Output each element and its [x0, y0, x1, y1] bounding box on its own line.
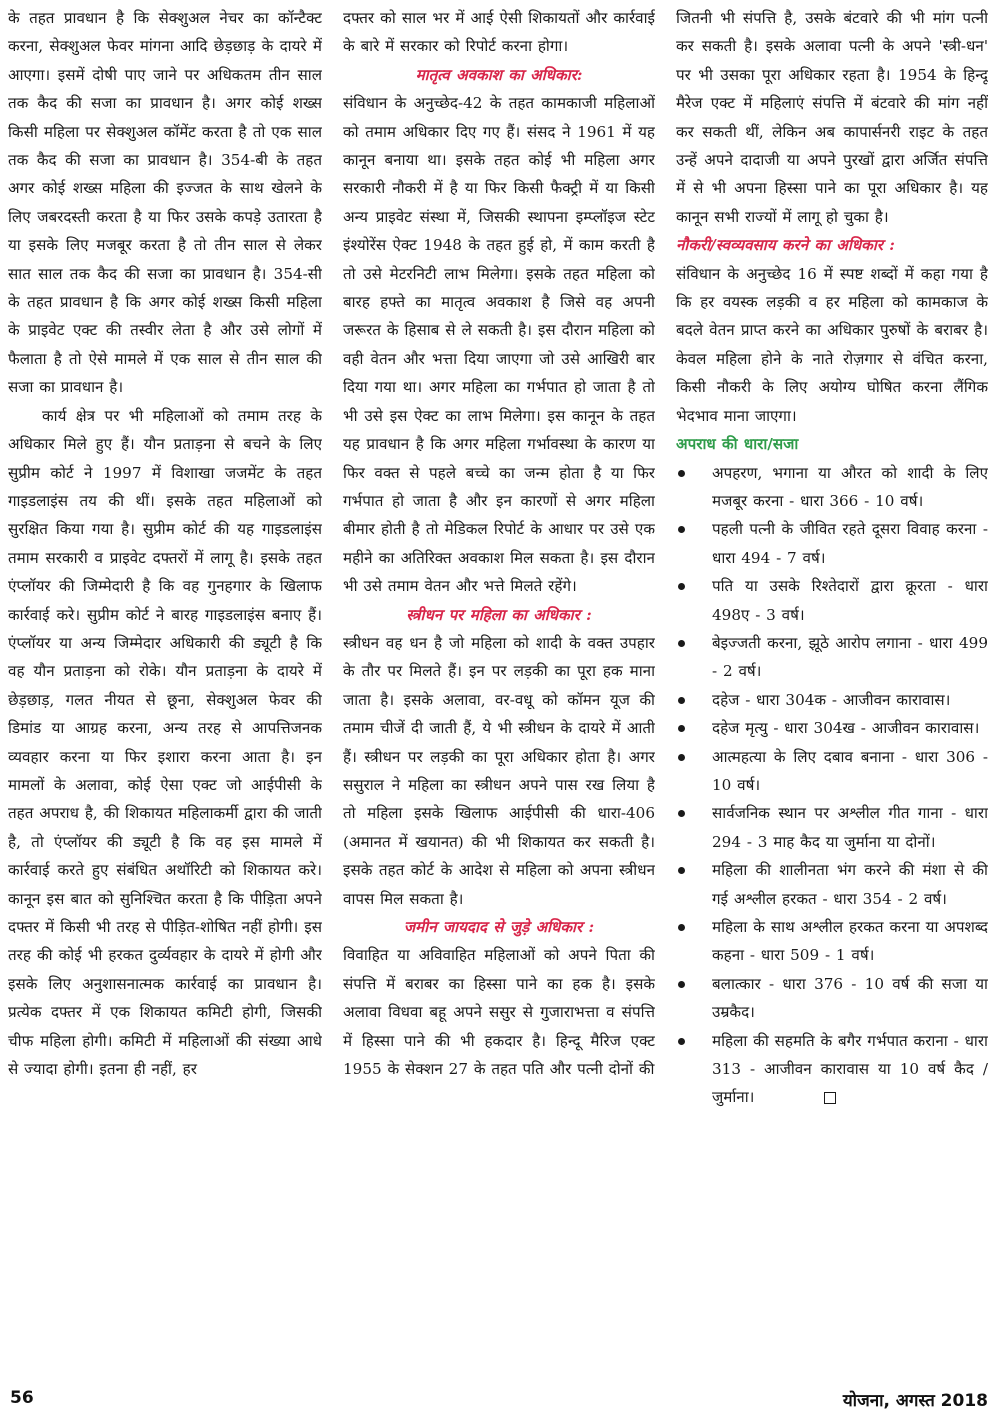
paragraph: दफ्तर को साल भर में आई ऐसी शिकायतों और कार्रवाई के बारे में सरकार को रिपोर्ट करना होगा। — [343, 9, 655, 56]
bullet-icon — [678, 697, 685, 704]
list-item: महिला के साथ अश्लील हरकत करना या अपशब्द कहना - धारा 509 - 1 वर्ष। — [676, 913, 988, 970]
end-of-article-icon — [824, 1092, 836, 1104]
column-left — [8, 4, 322, 1356]
bullet-icon — [678, 1038, 685, 1045]
paragraph: जितनी भी संपत्ति है, उसके बंटवारे की भी मांग पत्नी कर सकती है। इसके अलावा पत्नी के अपने 'स्त्री-धन' पर भी उसका पूरा अधिकार रहता है। 1954 के हिन्दू मैरेज एक्ट में महिलाएं संपत्ति में बंटवारे की मांग नहीं कर सकती थीं, लेकिन अब कापार्सनरी राइट के तहत उन्हें अपने दादाजी या अपने पुरखों द्वारा अर्जित संपत्ति में से भी अपना हिस्सा पाने का पूरा अधिकार है। यह कानून सभी राज्यों में लागू हो चुका है। — [676, 9, 988, 226]
bullet-icon — [678, 924, 685, 931]
section-heading-property-rights: जमीन जायदाद से जुड़े अधिकार : — [403, 918, 595, 936]
paragraph: विवाहित या अविवाहित महिलाओं को अपने पिता की संपत्ति में बराबर का हिस्सा पाने का हक है। इसके अलावा विधवा बहू अपने ससुर से गुजाराभत्ता व संपत्ति में हिस्सा पाने की भी हकदार है। हिन्दू मैरिज एक्ट 1955 के सेक्शन 27 के तहत पति और पत्नी दोनों की — [343, 946, 655, 1079]
bullet-icon — [678, 981, 685, 988]
section-heading-stridhan: स्त्रीधन पर महिला का अधिकार : — [406, 605, 592, 624]
section-heading-employment-rights: नौकरी/स्वव्यवसाय करने का अधिकार : — [676, 236, 895, 255]
list-item: बेइज्जती करना, झूठे आरोप लगाना - धारा 499 - 2 वर्ष। — [676, 629, 988, 686]
paragraph: स्त्रीधन वह धन है जो महिला को शादी के वक्त उपहार के तौर पर मिलते हैं। इन पर लड़की का पूरा हक माना जाता है। इसके अलावा, वर-वधू को कॉमन यूज की तमाम चीजें दी जाती हैं, ये भी स्त्रीधन के दायरे में आती हैं। स्त्रीधन पर लड़की का पूरा अधिकार होता है। अगर ससुराल ने महिला का स्त्रीधन अपने पास रख लिया है तो महिला इसके खिलाफ आईपीसी की धारा-406 (अमानत में खयानत) की भी शिकायत कर सकती है। इसके तहत कोर्ट के आदेश से महिला को अपना स्त्रीधन वापस मिल सकता है। — [343, 633, 655, 908]
section-heading-offences: अपराध की धारा/सजा — [676, 435, 799, 454]
list-item: अपहरण, भगाना या औरत को शादी के लिए मजबूर करना - धारा 366 - 10 वर्ष। — [676, 459, 988, 516]
bullet-icon — [678, 640, 685, 647]
paragraph: संविधान के अनुच्छेद-42 के तहत कामकाजी महिलाओं को तमाम अधिकार दिए गए हैं। संसद ने 1961 में यह कानून बनाया था। इसके तहत कोई भी महिला अगर सरकारी नौकरी में है या फिर किसी फैक्ट्री में या किसी अन्य प्राइवेट संस्था में, जिसकी स्थापना इम्प्लॉइज स्टेट इंश्योरेंस ऐक्ट 1948 के तहत हुई हो, में काम करती है तो उसे मेटरनिटी लाभ मिलेगा। इसके तहत महिला को बारह हफ्ते का मातृत्व अवकाश है जिसे वह अपनी जरूरत के हिसाब से ले सकती है। इस दौरान महिला को वही वेतन और भत्ता दिया जाएगा जो उसे आखिरी बार दिया गया था। अगर महिला का गर्भपात हो जाता है तो भी उसे इस ऐक्ट का लाभ मिलेगा। इस कानून के तहत यह प्रावधान है कि अगर महिला गर्भावस्था के कारण या फिर वक्त से पहले बच्चे का जन्म होता है या फिर गर्भपात हो जाता है और इन कारणों से अगर महिला बीमार होती है तो मेडिकल रिपोर्ट के आधार पर उसे एक महीने का अतिरिक्त अवकाश मिल सकता है। इस दौरान भी उसे तमाम वेतन और भत्ते मिलते रहेंगे। — [343, 94, 655, 596]
paragraph: कार्य क्षेत्र पर भी महिलाओं को तमाम तरह के अधिकार मिले हुए हैं। यौन प्रताड़ना से बचने के लिए सुप्रीम कोर्ट ने 1997 में विशाखा जजमेंट के तहत गाइडलाइंस तय की थीं। इसके तहत महिलाओं को सुरक्षित किया गया है। सुप्रीम कोर्ट की यह गाइडलाइंस तमाम सरकारी व प्राइवेट दफ्तरों में लागू है। इसके तहत एंप्लॉयर की जिम्मेदारी है कि वह गुनहगार के खिलाफ कार्रवाई करे। सुप्रीम कोर्ट ने बारह गाइडलाइंस बनाए हैं। एंप्लॉयर या अन्य जिम्मेदार अधिकारी की ड्यूटी है कि वह यौन प्रताड़ना को रोके। यौन प्रताड़ना के दायरे में छेड़छाड़, गलत नीयत से छूना, सेक्शुअल फेवर की डिमांड या आग्रह करना, अन्य तरह से आपत्तिजनक व्यवहार करना या फिर इशारा करना आता है। इन मामलों के अलावा, कोई ऐसा एक्ट जो आईपीसी के तहत अपराध है, की शिकायत महिलाकर्मी द्वारा की जाती है, तो एंप्लॉयर की ड्यूटी है कि वह इस मामले में कार्रवाई करते हुए संबंधित अथॉरिटी को शिकायत करे। कानून इस बात को सुनिश्चित करता है कि पीड़िता अपने दफ्तर में किसी भी तरह से पीड़ित-शोषित नहीं होगी। इस तरह की कोई भी हरकत दुर्व्यवहार के दायरे में होगी और इसके लिए अनुशासनात्मक कार्रवाई का प्रावधान है। प्रत्येक दफ्तर में एक शिकायत कमिटी होगी, जिसकी चीफ महिला होगी। कमिटी में महिलाओं की संख्या आधे से ज्यादा होगी। इतना ही नहीं, हर — [8, 406, 322, 1079]
list-item: दहेज मृत्यु - धारा 304ख - आजीवन कारावास। — [676, 714, 988, 742]
list-item: पति या उसके रिश्तेदारों द्वारा क्रूरता - धारा 498ए - 3 वर्ष। — [676, 572, 988, 629]
bullet-icon — [678, 867, 685, 874]
list-item: दहेज - धारा 304क - आजीवन कारावास। — [676, 686, 988, 714]
bullet-icon — [678, 754, 685, 761]
section-heading-maternity-leave: मातृत्व अवकाश का अधिकार: — [415, 65, 583, 84]
list-item: बलात्कार - धारा 376 - 10 वर्ष की सजा या उम्रकैद। — [676, 970, 988, 1027]
offence-list — [676, 459, 988, 1112]
list-item: आत्महत्या के लिए दबाव बनाना - धारा 306 - 10 वर्ष। — [676, 743, 988, 800]
magazine-issue: योजना, अगस्त 2018 — [842, 1391, 988, 1411]
list-item: महिला की सहमति के बगैर गर्भपात कराना - धारा 313 - आजीवन कारावास या 10 वर्ष कैद / जुर्माना। — [676, 1027, 988, 1112]
bullet-icon — [678, 725, 685, 732]
bullet-icon — [678, 470, 685, 477]
column-middle — [343, 4, 655, 1356]
paragraph: संविधान के अनुच्छेद 16 में स्पष्ट शब्दों में कहा गया है कि हर वयस्क लड़की व हर महिला को कामकाज के बदले वेतन प्राप्त करने का अधिकार पुरुषों के बराबर है। केवल महिला होने के नाते रोज़गार से वंचित करना, किसी नौकरी के लिए अयोग्य घोषित करना लैंगिक भेदभाव माना जाएगा। — [676, 264, 988, 425]
column-right — [676, 4, 988, 1356]
list-item: महिला की शालीनता भंग करने की मंशा से की गई अश्लील हरकत - धारा 354 - 2 वर्ष। — [676, 856, 988, 913]
bullet-icon — [678, 583, 685, 590]
bullet-icon — [678, 526, 685, 533]
list-item: सार्वजनिक स्थान पर अश्लील गीत गाना - धारा 294 - 3 माह कैद या जुर्माना या दोनों। — [676, 799, 988, 856]
paragraph: के तहत प्रावधान है कि सेक्शुअल नेचर का कॉन्टैक्ट करना, सेक्शुअल फेवर मांगना आदि छेड़छाड़ के दायरे में आएगा। इसमें दोषी पाए जाने पर अधिकतम तीन साल तक कैद की सजा का प्रावधान है। अगर कोई शख्स किसी महिला पर सेक्शुअल कॉमेंट करता है तो एक साल तक कैद की सजा का प्रावधान है। 354-बी के तहत अगर कोई शख्स महिला की इज्जत के साथ खेलने के लिए जबरदस्ती करता है या फिर उसके कपड़े उतारता है या इसके लिए मजबूर करता है तो तीन साल से लेकर सात साल तक कैद की सजा का प्रावधान है। 354-सी के तहत प्रावधान है कि अगर कोई शख्स किसी महिला के प्राइवेट एक्ट की तस्वीर लेता है और उसे लोगों में फैलाता है तो ऐसे मामले में एक साल से तीन साल की सजा का प्रावधान है। — [8, 9, 322, 397]
page-number: 56 — [10, 1388, 34, 1408]
bullet-icon — [678, 810, 685, 817]
list-item: पहली पत्नी के जीवित रहते दूसरा विवाह करना - धारा 494 - 7 वर्ष। — [676, 515, 988, 572]
